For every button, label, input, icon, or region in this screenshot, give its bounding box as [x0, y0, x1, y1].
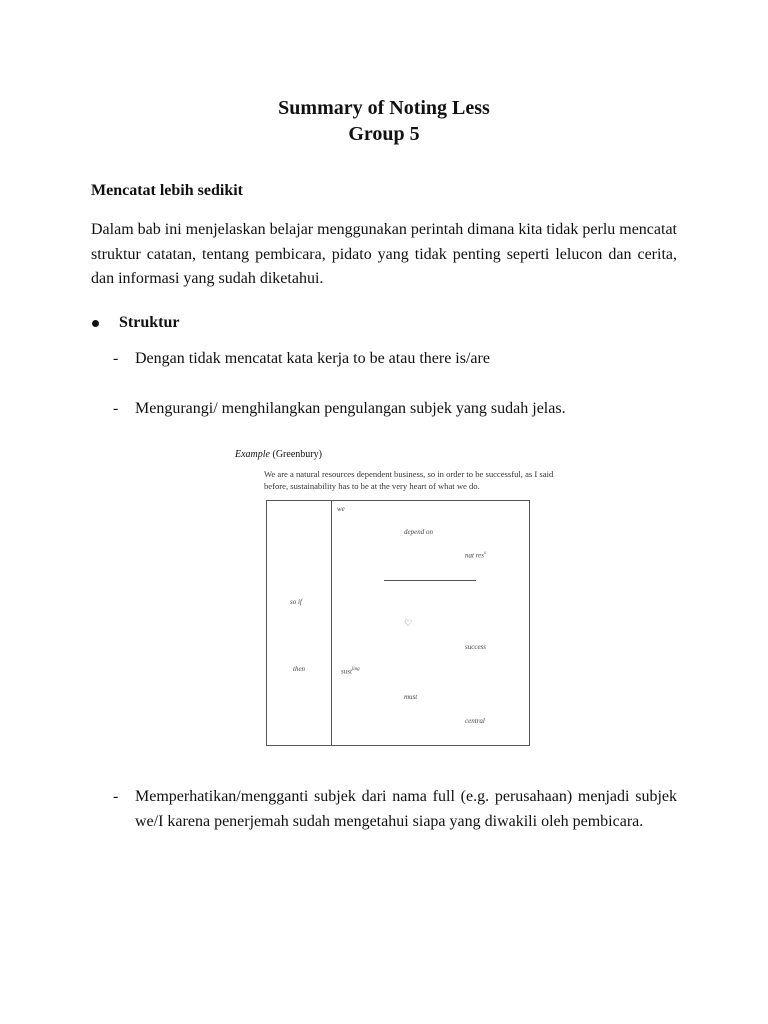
- note-sust-text: sust: [341, 667, 352, 676]
- notes-box: [266, 500, 530, 746]
- note-nat-res-text: nat res: [465, 551, 484, 560]
- bullet-heading-label: Struktur: [119, 314, 180, 331]
- heart-icon: ♡: [404, 618, 413, 628]
- example-figure: [235, 449, 575, 749]
- example-label: [235, 449, 322, 460]
- note-sust-sup: ling: [351, 667, 360, 672]
- note-nat-res: [465, 551, 486, 559]
- example-label-italic: Example: [235, 449, 270, 460]
- note-central: central: [465, 717, 485, 725]
- dash-item-text: Dengan tidak mencatat kata kerja to be atau there is/are: [135, 350, 490, 367]
- example-sentence: We are a natural resources dependent business, so in order to be successful, as I said before, sustainability has to be at the very heart of what we do.: [264, 469, 554, 491]
- note-success: success: [465, 643, 486, 651]
- dash-item: [113, 347, 677, 372]
- dash-item-text: Memperhatikan/mengganti subjek dari nama full (e.g. perusahaan) menjadi subjek we/I karena penerjemah sudah mengetahui siapa yang diwakili oleh pembicara.: [135, 788, 677, 830]
- document-subtitle: Group 5: [348, 123, 420, 145]
- note-we: we: [337, 505, 345, 513]
- example-label-source: (Greenbury): [272, 449, 322, 460]
- bullet-dot-icon: [92, 320, 99, 327]
- dash-mark: -: [113, 400, 119, 417]
- note-underline: [384, 580, 476, 581]
- section-heading: Mencatat lebih sedikit: [91, 182, 243, 199]
- note-must: must: [404, 693, 418, 701]
- document-title: Summary of Noting Less: [278, 97, 490, 119]
- note-sust: [341, 667, 360, 675]
- dash-mark: -: [113, 350, 119, 367]
- note-nat-res-sup: s: [484, 551, 486, 556]
- dash-item-text: Mengurangi/ menghilangkan pengulangan subjek yang sudah jelas.: [135, 400, 566, 417]
- note-so-if: so if: [290, 598, 302, 606]
- dash-item: [113, 785, 677, 834]
- bullet-heading-struktur: [91, 314, 179, 332]
- intro-paragraph: Dalam bab ini menjelaskan belajar menggunakan perintah dimana kita tidak perlu mencatat struktur catatan, tentang pembicara, pidato yang tidak penting seperti lelucon dan cerita, dan informasi yang sudah diketahui.: [91, 221, 677, 287]
- note-depend-on: depend on: [404, 528, 433, 536]
- notes-margin-line: [331, 501, 332, 745]
- dash-item: [113, 397, 677, 422]
- dash-mark: -: [113, 788, 119, 805]
- note-then: then: [293, 665, 306, 673]
